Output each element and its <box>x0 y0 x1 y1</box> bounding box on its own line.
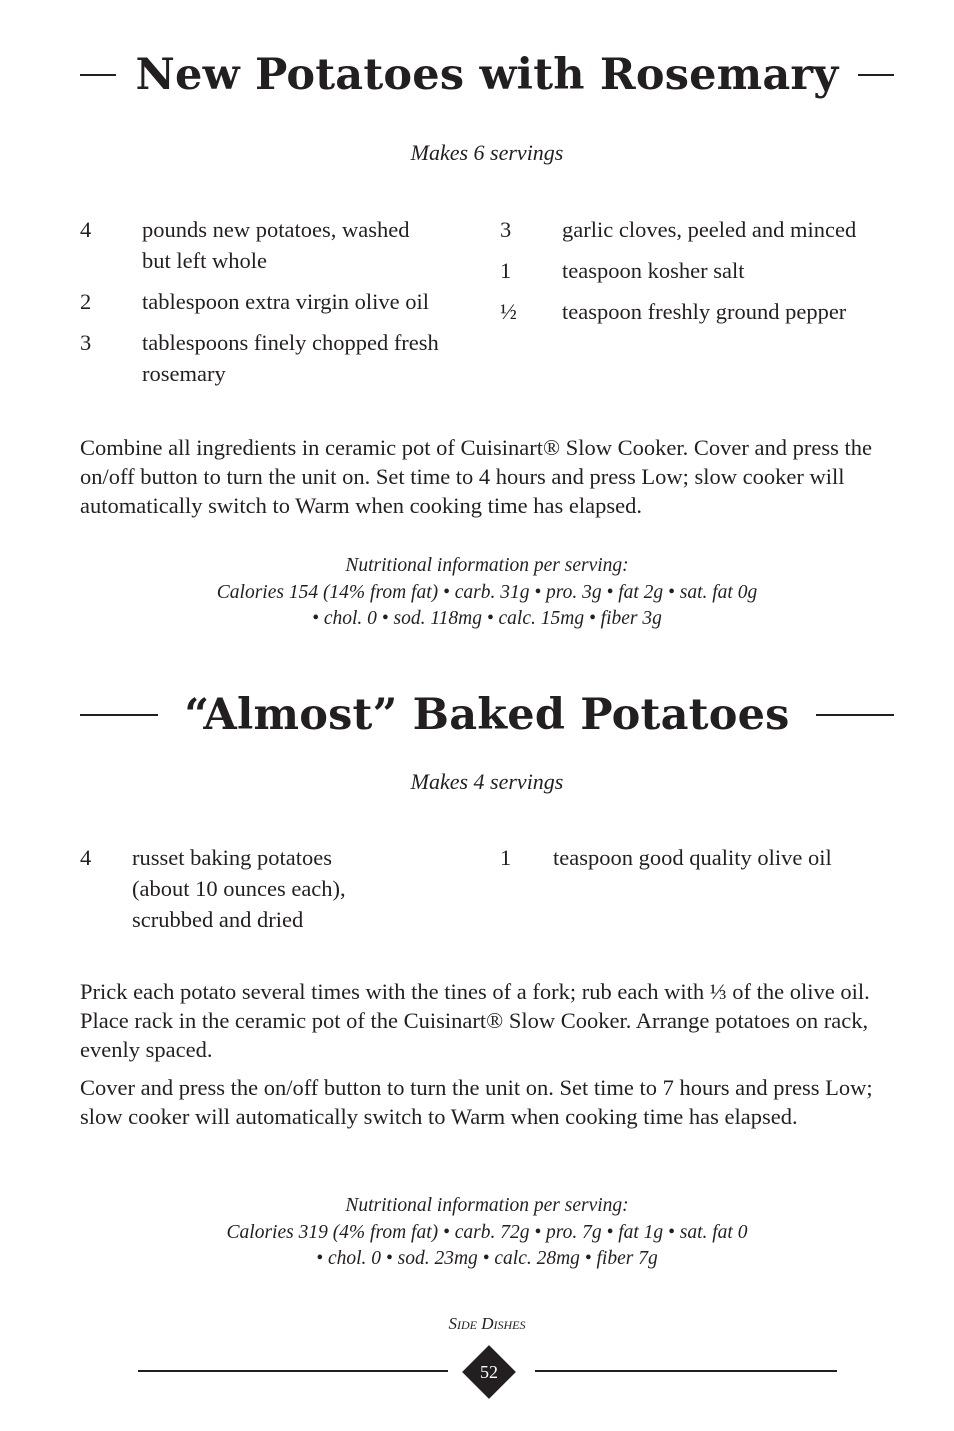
recipe1-servings: Makes 6 servings <box>410 140 564 165</box>
ingredient-item <box>80 327 470 389</box>
ingredient-item <box>500 255 894 286</box>
title-rule-left <box>80 714 158 716</box>
ingredient-desc: teaspoon good quality olive oil <box>553 845 832 870</box>
recipe2-servings: Makes 4 servings <box>410 769 564 794</box>
ingredient-qty: 3 <box>500 217 512 242</box>
ingredient-desc: teaspoon freshly ground pepper <box>562 299 847 324</box>
ingredient-item <box>80 286 470 317</box>
ingredient-qty: 3 <box>80 330 92 355</box>
ingredient-item <box>500 842 894 873</box>
recipe2-directions-2: Cover and press the on/off button to turn the unit on. Set time to 7 hours and press Low; slow cooker will automatically switch to Warm when cooking time has elapsed. <box>80 1075 873 1129</box>
ingredient-item <box>80 214 470 276</box>
footer-rule-right <box>535 1370 837 1372</box>
ingredient-item <box>80 842 400 935</box>
recipe2-nutrition <box>80 1193 894 1273</box>
ingredient-qty: 2 <box>80 289 92 314</box>
ingredient-desc: garlic cloves, peeled and minced <box>562 217 857 242</box>
title-rule-left <box>80 74 116 76</box>
recipe2-title: “Almost” Baked Potatoes <box>184 690 790 740</box>
recipe2-title-row <box>80 690 894 740</box>
title-rule-right <box>816 714 894 716</box>
recipe1-ingredients-right <box>500 214 894 337</box>
ingredient-item <box>500 214 894 245</box>
recipe2-ingredients-right <box>500 842 894 883</box>
nutrition-line: • chol. 0 • sod. 23mg • calc. 28mg • fiber 7g <box>316 1248 658 1269</box>
page-number: 52 <box>480 1362 498 1382</box>
nutrition-line: Calories 154 (14% from fat) • carb. 31g • pro. 3g • fat 2g • sat. fat 0g <box>216 581 758 603</box>
recipe2-ingredients-left <box>80 842 400 945</box>
ingredient-desc: tablespoon extra virgin olive oil <box>142 289 430 314</box>
nutrition-heading: Nutritional information per serving: <box>345 555 629 576</box>
nutrition-heading: Nutritional information per serving: <box>345 1195 629 1216</box>
ingredient-qty: ½ <box>500 299 517 324</box>
ingredient-qty: 4 <box>80 845 92 870</box>
ingredient-desc: tablespoons finely chopped fresh rosemary <box>142 330 439 386</box>
ingredient-qty: 1 <box>500 258 512 283</box>
ingredient-desc: teaspoon kosher salt <box>562 258 745 283</box>
recipe1-directions: Combine all ingredients in ceramic pot of Cuisinart® Slow Cooker. Cover and press the on/off button to turn the unit on. Set time to 4 hours and press Low; slow cooker will automatically switch to Warm when cooking time has elapsed. <box>80 435 872 518</box>
section-label: Side Dishes <box>448 1314 526 1333</box>
recipe1-title: New Potatoes with Rosemary <box>135 50 839 100</box>
ingredient-qty: 1 <box>500 845 512 870</box>
ingredient-item <box>500 296 894 327</box>
title-rule-right <box>858 74 894 76</box>
ingredient-desc: pounds new potatoes, washed but left whole <box>142 217 410 273</box>
nutrition-line: • chol. 0 • sod. 118mg • calc. 15mg • fiber 3g <box>312 608 662 629</box>
ingredient-qty: 4 <box>80 217 92 242</box>
nutrition-line: Calories 319 (4% from fat) • carb. 72g • pro. 7g • fat 1g • sat. fat 0 <box>226 1221 748 1243</box>
recipe1-nutrition <box>80 553 894 633</box>
recipe2-directions-1: Prick each potato several times with the tines of a fork; rub each with ⅓ of the olive oil. Place rack in the ceramic pot of the Cuisinart® Slow Cooker. Arrange potatoes on rack, evenly spaced. <box>80 979 870 1062</box>
footer-rule-left <box>138 1370 448 1372</box>
recipe1-title-row <box>80 50 894 100</box>
ingredient-desc: russet baking potatoes (about 10 ounces each), scrubbed and dried <box>132 845 346 932</box>
recipe1-ingredients-left <box>80 214 470 399</box>
